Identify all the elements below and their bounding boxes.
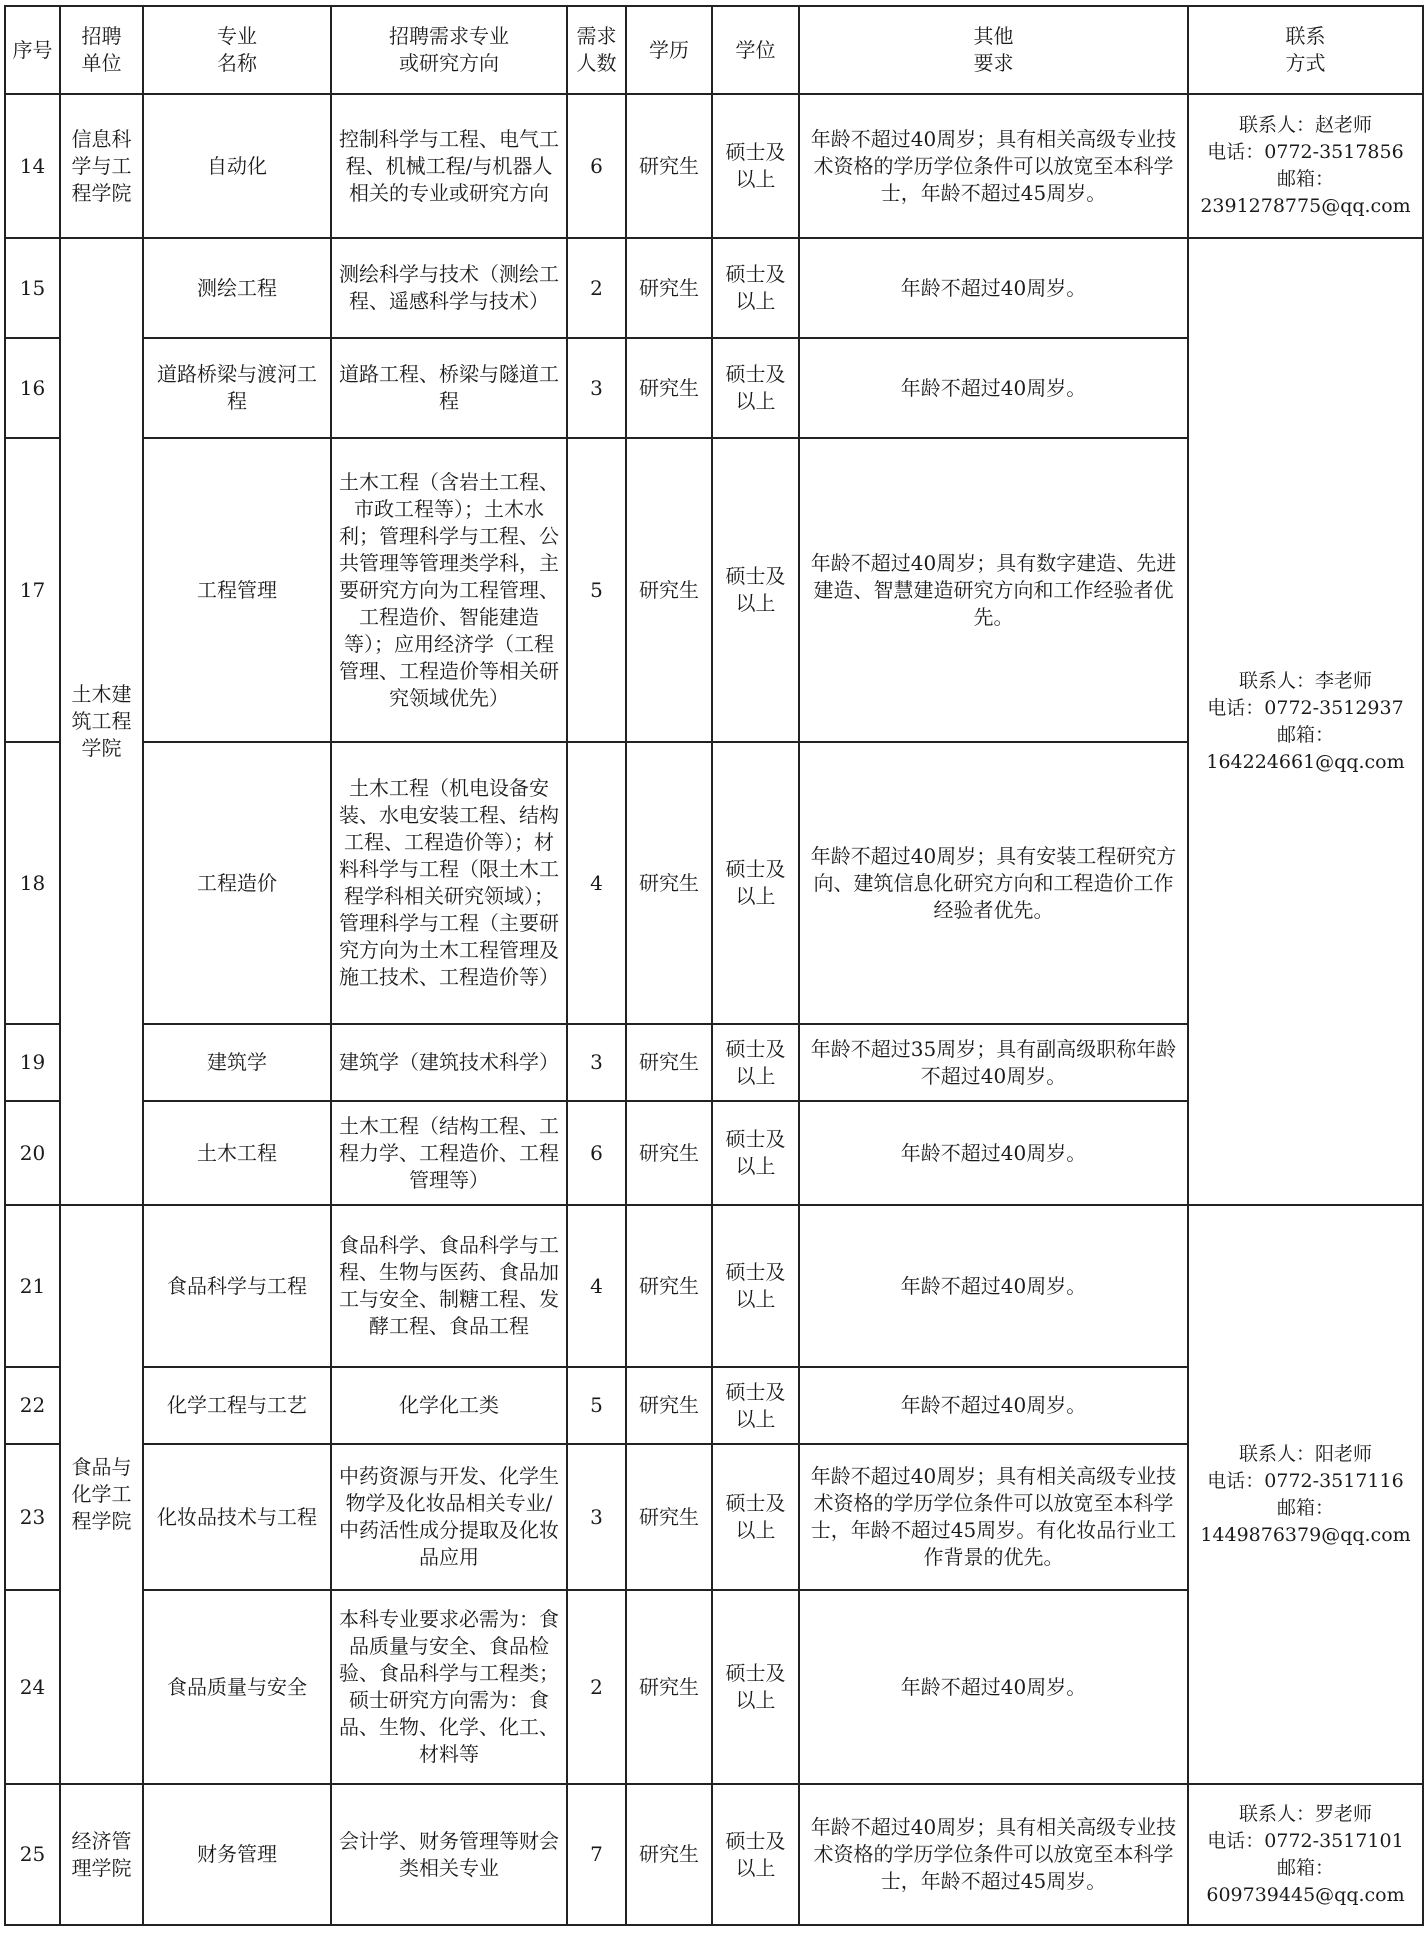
header-count: 需求 人数 xyxy=(567,6,626,94)
direction-cell: 土木工程（机电设备安装、水电安装工程、结构工程、工程造价等）；材料科学与工程（限土木工程学科相关研究领域）；管理科学与工程（主要研究方向为土木工程管理及施工技术、工程造价等） xyxy=(331,742,567,1024)
other-requirements-cell: 年龄不超过40周岁；具有相关高级专业技术资格的学历学位条件可以放宽至本科学士，年龄不超过45周岁。有化妆品行业工作背景的优先。 xyxy=(799,1444,1188,1590)
major-cell: 食品质量与安全 xyxy=(143,1590,331,1784)
education-cell: 研究生 xyxy=(626,1590,712,1784)
major-cell: 土木工程 xyxy=(143,1101,331,1205)
header-other: 其他 要求 xyxy=(799,6,1188,94)
direction-cell: 化学化工类 xyxy=(331,1367,567,1444)
row-no: 15 xyxy=(5,238,60,338)
table-row xyxy=(5,1784,1423,1925)
count-cell: 5 xyxy=(567,438,626,742)
other-requirements-cell: 年龄不超过40周岁；具有数字建造、先进建造、智慧建造研究方向和工作经验者优先。 xyxy=(799,438,1188,742)
major-cell: 财务管理 xyxy=(143,1784,331,1925)
table-row xyxy=(5,94,1423,238)
contact-cell: 联系人：阳老师 电话：0772-3517116 邮箱： 1449876379@qq.com xyxy=(1188,1205,1423,1784)
major-cell: 工程管理 xyxy=(143,438,331,742)
major-cell: 测绘工程 xyxy=(143,238,331,338)
row-no: 22 xyxy=(5,1367,60,1444)
count-cell: 3 xyxy=(567,1024,626,1101)
table-row xyxy=(5,1205,1423,1367)
other-requirements-cell: 年龄不超过40周岁。 xyxy=(799,1590,1188,1784)
education-cell: 研究生 xyxy=(626,742,712,1024)
table-header-row xyxy=(5,6,1423,94)
count-cell: 6 xyxy=(567,1101,626,1205)
other-requirements-cell: 年龄不超过40周岁；具有相关高级专业技术资格的学历学位条件可以放宽至本科学士，年龄不超过45周岁。 xyxy=(799,94,1188,238)
recruitment-table xyxy=(4,5,1424,1926)
other-requirements-cell: 年龄不超过40周岁。 xyxy=(799,1101,1188,1205)
row-no: 25 xyxy=(5,1784,60,1925)
count-cell: 3 xyxy=(567,1444,626,1590)
contact-cell: 联系人：罗老师 电话：0772-3517101 邮箱： 609739445@qq.com xyxy=(1188,1784,1423,1925)
row-no: 18 xyxy=(5,742,60,1024)
degree-cell: 硕士及以上 xyxy=(712,1101,799,1205)
table-row xyxy=(5,238,1423,338)
direction-cell: 食品科学、食品科学与工程、生物与医药、食品加工与安全、制糖工程、发酵工程、食品工程 xyxy=(331,1205,567,1367)
contact-cell: 联系人：李老师 电话：0772-3512937 邮箱： 164224661@qq.com xyxy=(1188,238,1423,1205)
row-no: 14 xyxy=(5,94,60,238)
recruitment-document xyxy=(4,5,1422,1926)
education-cell: 研究生 xyxy=(626,438,712,742)
direction-cell: 土木工程（结构工程、工程力学、工程造价、工程管理等） xyxy=(331,1101,567,1205)
degree-cell: 硕士及以上 xyxy=(712,1205,799,1367)
degree-cell: 硕士及以上 xyxy=(712,1024,799,1101)
count-cell: 2 xyxy=(567,1590,626,1784)
direction-cell: 控制科学与工程、电气工程、机械工程/与机器人相关的专业或研究方向 xyxy=(331,94,567,238)
contact-cell: 联系人：赵老师 电话：0772-3517856 邮箱： 2391278775@qq.com xyxy=(1188,94,1423,238)
header-direction: 招聘需求专业 或研究方向 xyxy=(331,6,567,94)
degree-cell: 硕士及以上 xyxy=(712,742,799,1024)
row-no: 23 xyxy=(5,1444,60,1590)
row-no: 24 xyxy=(5,1590,60,1784)
major-cell: 食品科学与工程 xyxy=(143,1205,331,1367)
row-no: 21 xyxy=(5,1205,60,1367)
header-major: 专业 名称 xyxy=(143,6,331,94)
education-cell: 研究生 xyxy=(626,338,712,438)
major-cell: 道路桥梁与渡河工程 xyxy=(143,338,331,438)
education-cell: 研究生 xyxy=(626,1367,712,1444)
education-cell: 研究生 xyxy=(626,94,712,238)
direction-cell: 本科专业要求必需为：食品质量与安全、食品检验、食品科学与工程类；硕士研究方向需为：食品、生物、化学、化工、材料等 xyxy=(331,1590,567,1784)
count-cell: 6 xyxy=(567,94,626,238)
count-cell: 4 xyxy=(567,1205,626,1367)
degree-cell: 硕士及以上 xyxy=(712,1784,799,1925)
header-unit: 招聘 单位 xyxy=(60,6,143,94)
header-degree: 学位 xyxy=(712,6,799,94)
direction-cell: 会计学、财务管理等财会类相关专业 xyxy=(331,1784,567,1925)
major-cell: 工程造价 xyxy=(143,742,331,1024)
major-cell: 化学工程与工艺 xyxy=(143,1367,331,1444)
direction-cell: 测绘科学与技术（测绘工程、遥感科学与技术） xyxy=(331,238,567,338)
direction-cell: 土木工程（含岩土工程、市政工程等）；土木水利；管理科学与工程、公共管理等管理类学科，主要研究方向为工程管理、工程造价、智能建造等）；应用经济学（工程管理、工程造价等相关研究领域优先） xyxy=(331,438,567,742)
row-no: 17 xyxy=(5,438,60,742)
major-cell: 化妆品技术与工程 xyxy=(143,1444,331,1590)
unit-cell: 土木建筑工程学院 xyxy=(60,238,143,1205)
count-cell: 5 xyxy=(567,1367,626,1444)
header-no: 序号 xyxy=(5,6,60,94)
other-requirements-cell: 年龄不超过40周岁。 xyxy=(799,1367,1188,1444)
header-education: 学历 xyxy=(626,6,712,94)
education-cell: 研究生 xyxy=(626,1024,712,1101)
degree-cell: 硕士及以上 xyxy=(712,338,799,438)
other-requirements-cell: 年龄不超过35周岁；具有副高级职称年龄不超过40周岁。 xyxy=(799,1024,1188,1101)
degree-cell: 硕士及以上 xyxy=(712,94,799,238)
degree-cell: 硕士及以上 xyxy=(712,238,799,338)
count-cell: 2 xyxy=(567,238,626,338)
education-cell: 研究生 xyxy=(626,1784,712,1925)
education-cell: 研究生 xyxy=(626,1205,712,1367)
direction-cell: 建筑学（建筑技术科学） xyxy=(331,1024,567,1101)
degree-cell: 硕士及以上 xyxy=(712,1444,799,1590)
direction-cell: 中药资源与开发、化学生物学及化妆品相关专业/中药活性成分提取及化妆品应用 xyxy=(331,1444,567,1590)
other-requirements-cell: 年龄不超过40周岁。 xyxy=(799,238,1188,338)
header-contact: 联系 方式 xyxy=(1188,6,1423,94)
other-requirements-cell: 年龄不超过40周岁；具有相关高级专业技术资格的学历学位条件可以放宽至本科学士，年龄不超过45周岁。 xyxy=(799,1784,1188,1925)
count-cell: 4 xyxy=(567,742,626,1024)
row-no: 20 xyxy=(5,1101,60,1205)
education-cell: 研究生 xyxy=(626,238,712,338)
degree-cell: 硕士及以上 xyxy=(712,1590,799,1784)
degree-cell: 硕士及以上 xyxy=(712,438,799,742)
unit-cell: 经济管理学院 xyxy=(60,1784,143,1925)
other-requirements-cell: 年龄不超过40周岁。 xyxy=(799,1205,1188,1367)
direction-cell: 道路工程、桥梁与隧道工程 xyxy=(331,338,567,438)
row-no: 19 xyxy=(5,1024,60,1101)
major-cell: 自动化 xyxy=(143,94,331,238)
row-no: 16 xyxy=(5,338,60,438)
unit-cell: 食品与化学工程学院 xyxy=(60,1205,143,1784)
count-cell: 7 xyxy=(567,1784,626,1925)
degree-cell: 硕士及以上 xyxy=(712,1367,799,1444)
other-requirements-cell: 年龄不超过40周岁；具有安装工程研究方向、建筑信息化研究方向和工程造价工作经验者优先。 xyxy=(799,742,1188,1024)
education-cell: 研究生 xyxy=(626,1444,712,1590)
unit-cell: 信息科学与工程学院 xyxy=(60,94,143,238)
education-cell: 研究生 xyxy=(626,1101,712,1205)
other-requirements-cell: 年龄不超过40周岁。 xyxy=(799,338,1188,438)
count-cell: 3 xyxy=(567,338,626,438)
major-cell: 建筑学 xyxy=(143,1024,331,1101)
